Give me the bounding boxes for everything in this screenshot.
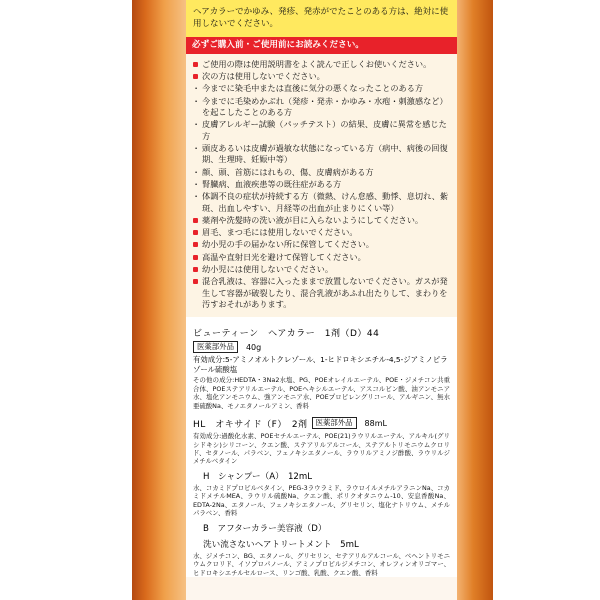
list-item: ・ 今までに毛染めかぶれ（発疹・発赤・かゆみ・水疱・刺激感など）を起こしたことのある方 bbox=[193, 96, 450, 119]
product-name: B アフターカラー美容液（D） bbox=[203, 523, 327, 534]
instruction-heading-1: ご使用の際は使用説明書をよく読んで正しくお使いください。 bbox=[193, 59, 450, 70]
ingredients-block bbox=[186, 317, 457, 577]
product-subname: 洗い流さないヘアトリートメント 5mL bbox=[203, 539, 359, 550]
product-name: ビューティーン ヘアカラー 1剤（D）44 bbox=[193, 329, 380, 340]
product-row bbox=[193, 414, 450, 432]
read-before-use-text: 必ずご購入前・ご使用前にお読みください。 bbox=[192, 39, 364, 50]
list-item: ・ 頭皮あるいは皮膚が過敏な状態になっている方（病中、病後の回復期、生理時、妊娠中等） bbox=[193, 143, 450, 166]
product-name: H シャンプー（A） 12mL bbox=[203, 471, 313, 482]
product-quantity: 88mL bbox=[364, 418, 387, 428]
list-item: ・ 今までに染毛中または直後に気分の悪くなったことのある方 bbox=[193, 83, 450, 94]
list-item: ・ 腎臓病、血液疾患等の既往症がある方 bbox=[193, 179, 450, 190]
quasi-drug-badge: 医薬部外品 bbox=[193, 341, 238, 353]
list-item: 眉毛、まつ毛には使用しないでください。 bbox=[193, 227, 450, 238]
instruction-heading-1-list bbox=[193, 59, 450, 83]
storage-note: 混合乳液は、容器に入ったままで放置しないでください。ガスが発生して容器が破裂したり、混合乳液があふれ出たりして、まわりを汚すおそれがあります。 bbox=[193, 276, 450, 310]
quasi-drug-badge: 医薬部外品 bbox=[312, 417, 357, 429]
other-ingredients: 水、コカミドプロピルベタイン、PEG-3ラウラミド、ラウロイルメチルアラニンNa、コカミドメチルMEA、ラウリル硫酸Na、クエン酸、ポリクオタニウム-10、安息香酸Na、EDTA-2Na、エタノール、フェノキシエタノール、グリセリン、塩化ナトリウム、メチルパラベン、香料 bbox=[193, 483, 450, 518]
caution-list bbox=[193, 215, 450, 311]
list-item: ・ 皮膚アレルギー試験（パッチテスト）の結果、皮膚に異常を感じた方 bbox=[193, 119, 450, 142]
active-ingredients: 有効成分:5-アミノオルトクレゾール、1-ヒドロキシエチル-4,5-ジアミノピラゾール硫酸塩 bbox=[193, 355, 448, 375]
list-item: 高温や直射日光を避けて保管してください。 bbox=[193, 252, 450, 263]
product-quantity: 40g bbox=[245, 342, 262, 352]
read-before-use-band bbox=[186, 37, 457, 54]
list-item: ・ 顔、頭、首筋にはれもの、傷、皮膚病がある方 bbox=[193, 167, 450, 178]
instruction-heading-3: 幼小児には使用しないでください。 bbox=[193, 264, 450, 275]
insert-sheet bbox=[186, 0, 457, 600]
list-item: 幼小児の手の届かない所に保管してください。 bbox=[193, 239, 450, 250]
product-badge-row bbox=[193, 341, 450, 353]
list-item: 薬剤や洗髪時の洗い液が目に入らないようにしてください。 bbox=[193, 215, 450, 226]
top-warning-text: ヘアカラーでかゆみ、発疹、発赤がでたことのある方は、絶対に使用しないでください。 bbox=[193, 7, 449, 30]
instruction-heading-2: 次の方は使用しないでください。 bbox=[193, 71, 450, 82]
do-not-use-list bbox=[193, 83, 450, 213]
top-warning-block bbox=[186, 0, 457, 37]
product-name: HL オキサイド（F） 2剤 bbox=[193, 420, 308, 431]
other-ingredients: その他の成分:HEDTA・3Na2水塩、PG、POEオレイルエーテル、POE・ジメチコン共重合体、POEステアリルエーテル、POEヘキシルエーテル、アスコルビン酸、油アンモニア水、塩化アンモニウム、強アンモニア水、POEプロピレングリコール、アルギニン、無水亜硫酸Na、モノエタノールアミン、香料 bbox=[193, 376, 450, 410]
other-ingredients: 有効成分:過酸化水素、POEセチルエーテル、POE(21)ラウリルエーテル、アルキル(グリシドキシ)シリコーン、クエン酸、ステアリルアルコール、ステアルトリモニウムクロリド、セタノール、パラベン、フェノキシエタノール、ラウリルアミノジ酢酸、ラウリルジメチルベタイン bbox=[193, 432, 450, 466]
other-ingredients: 水、ジメチコン、BG、エタノール、グリセリン、セテアリルアルコール、ベヘントリモニウムクロリド、イソプロパノール、アミノプロピルジメチコン、オレフィンオリゴマー、ヒドロキシエチルセルロース、リンゴ酸、乳酸、クエン酸、香料 bbox=[193, 551, 450, 577]
list-item: ・ 体調不良の症状が持続する方（微熱、けん怠感、動悸、息切れ、紫斑、出血しやすい、月経等の出血が止まりにくい等） bbox=[193, 191, 450, 214]
right-orange-band bbox=[457, 0, 493, 600]
left-orange-band bbox=[132, 0, 186, 600]
instructions-block bbox=[186, 54, 457, 318]
